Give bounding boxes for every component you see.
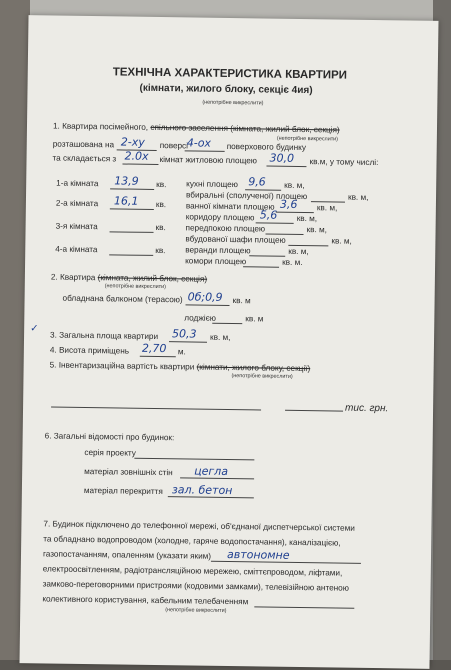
- room-3-unit: кв.: [155, 222, 166, 233]
- loggia-label: лоджією: [184, 313, 217, 323]
- section-1-rooms-label: та складається з: [52, 153, 117, 164]
- project-series-underline: [134, 458, 254, 461]
- room-2-underline: [110, 208, 154, 210]
- room-2-unit: кв.: [155, 199, 167, 210]
- kitchen-label: кухні площею: [186, 179, 238, 190]
- section-1-note: (непотрібне викреслити): [276, 135, 339, 143]
- section-1-building-label: поверхового будинку: [226, 141, 307, 153]
- check-mark-icon: ✓: [30, 323, 39, 335]
- section-1-storey-label: поверсі: [159, 141, 189, 151]
- corridor-unit: кв. м,: [296, 213, 318, 224]
- project-series-label: серія проекту: [84, 447, 136, 458]
- balcony-unit: кв. м: [232, 296, 251, 306]
- floors-material-value: зал. бетон: [171, 483, 233, 498]
- ceiling-height-label: 4. Висота приміщень: [49, 345, 130, 356]
- section-2-line: [51, 273, 207, 284]
- loggia-unit: кв. м: [245, 314, 264, 324]
- storeys-value: 4-ох: [186, 136, 212, 150]
- total-area-underline: [169, 341, 207, 343]
- section-7-underline: [254, 606, 354, 608]
- section-2-note: (непотрібне викреслити): [104, 283, 166, 291]
- toilet-unit: кв. м,: [347, 192, 369, 202]
- section-1-struck-text: спільного заселення (кімната, жилий блок, секція): [150, 122, 340, 135]
- balcony-value: 0б;0,9: [187, 290, 223, 304]
- room-4-underline: [109, 254, 153, 256]
- balcony-label: обладнана балконом (терасою): [62, 293, 183, 305]
- veranda-label: веранди площею: [185, 245, 251, 256]
- section-5-note: (непотрібне викреслити): [231, 373, 293, 380]
- section-7-note: (непотрібне викреслити): [165, 607, 227, 614]
- room-2-label: 2-а кімната: [55, 198, 99, 209]
- section-1-floor-label: розташована на: [52, 139, 115, 150]
- hallway-label: передпокою площею: [185, 223, 266, 234]
- room-1-unit: кв.: [156, 179, 167, 190]
- floors-material-label: матеріал перекриття: [83, 485, 163, 497]
- balcony-underline: [186, 304, 230, 306]
- document-title: ТЕХНІЧНА ХАРАКТЕРИСТИКА КВАРТИРИ: [112, 66, 348, 82]
- veranda-unit: кв. м,: [288, 246, 309, 257]
- toilet-label: вбиральні (сполученої) площею: [185, 190, 308, 202]
- document-subtitle: (кімнати, жилого блоку, секціє 4ия): [139, 82, 313, 97]
- room-4-unit: кв.: [155, 245, 166, 256]
- bathroom-underline: [276, 212, 314, 214]
- heating-value: автономне: [226, 547, 290, 562]
- kitchen-value: 9,6: [248, 175, 266, 189]
- kitchen-unit: кв. м,: [284, 180, 305, 191]
- section-7-line-5: замково-переговорними пристроями (кодовими замками), телевізійною антеною: [42, 579, 349, 593]
- inventory-value-underline-2: [285, 410, 343, 412]
- section-7-line-3: газопостачанням, опаленням (указати яким): [42, 549, 212, 561]
- section-2-struck-text: (кімната, жилий блок, секція): [97, 273, 208, 284]
- section-1-line-1: [53, 122, 340, 135]
- rooms-underline: [122, 163, 158, 165]
- room-4-label: 4-а кімната: [55, 244, 98, 255]
- section-7-line-6: колективного користування, кабельним телебаченням: [42, 594, 249, 607]
- section-2-prefix: 2. Квартира: [50, 272, 98, 283]
- section-7-line-2: та обладнано водопроводом (холодне, гаряче водопостачання), каналізацією,: [43, 534, 341, 548]
- ceiling-height-value: 2,70: [141, 341, 167, 356]
- room-3-label: 3-я кімната: [55, 221, 98, 232]
- storage-underline: [243, 266, 279, 268]
- section-1-living-area-label: кімнат житловою площею: [159, 155, 258, 166]
- inventory-value-underline-1: [51, 407, 261, 411]
- living-area-underline: [266, 166, 306, 168]
- bathroom-label: ванної кімнати площею: [185, 201, 275, 212]
- loggia-underline: [212, 323, 242, 324]
- currency-label: тис. грн.: [345, 402, 389, 415]
- corridor-value: 5,6: [259, 208, 278, 222]
- storage-label: комори площею: [185, 256, 247, 267]
- bathroom-value: 3,6: [279, 197, 298, 211]
- corridor-label: коридору площею: [185, 212, 255, 223]
- room-2-value: 16,1: [113, 194, 139, 208]
- hallway-unit: кв. м,: [306, 225, 328, 235]
- section-6-header: 6. Загальні відомості про будинок:: [44, 431, 175, 443]
- walls-material-label: матеріал зовнішніх стін: [84, 466, 173, 478]
- bathroom-unit: кв. м,: [316, 203, 338, 213]
- wardrobe-unit: кв. м,: [331, 236, 352, 246]
- rooms-count-value: 2.0х: [124, 149, 149, 163]
- walls-material-value: цегла: [194, 464, 229, 478]
- subtitle-note: (непотрібне викреслити): [202, 99, 264, 107]
- wardrobe-label: вбудованої шафи площею: [185, 234, 286, 245]
- section-7-line-1: 7. Будинок підключено до телефонної мережі, об'єднаної диспетчерської системи: [43, 519, 355, 533]
- section-7-line-4: електроосвітленням, радіотрансляційною мережею, сміттєпроводом, ліфтами,: [42, 564, 343, 578]
- storage-unit: кв. м.: [282, 257, 303, 268]
- section-1-prefix: 1. Квартира посімейного,: [52, 121, 151, 132]
- room-1-value: 13,9: [114, 174, 139, 188]
- inventory-value-label: 5. Інвентаризаційна вартість квартири: [49, 360, 197, 372]
- room-3-underline: [110, 231, 154, 233]
- room-1-label: 1-а кімната: [56, 178, 99, 189]
- veranda-underline: [249, 255, 285, 257]
- living-area-value: 30,0: [269, 151, 295, 165]
- document-page: [19, 15, 438, 669]
- ceiling-height-underline: [140, 356, 176, 358]
- floor-value: 2-ху: [120, 135, 145, 149]
- section-1-incl-label: кв.м, у тому числі:: [309, 157, 379, 168]
- section-5-line: [50, 360, 311, 373]
- total-area-label: 3. Загальна площа квартири: [50, 330, 159, 342]
- room-1-underline: [110, 188, 154, 190]
- total-area-unit: кв. м,: [210, 332, 231, 343]
- total-area-value: 50,3: [172, 327, 197, 341]
- storeys-underline: [185, 150, 225, 152]
- section-5-struck-text: (кімнати, жилого блоку, секції): [196, 362, 311, 374]
- ceiling-height-unit: м.: [177, 347, 186, 357]
